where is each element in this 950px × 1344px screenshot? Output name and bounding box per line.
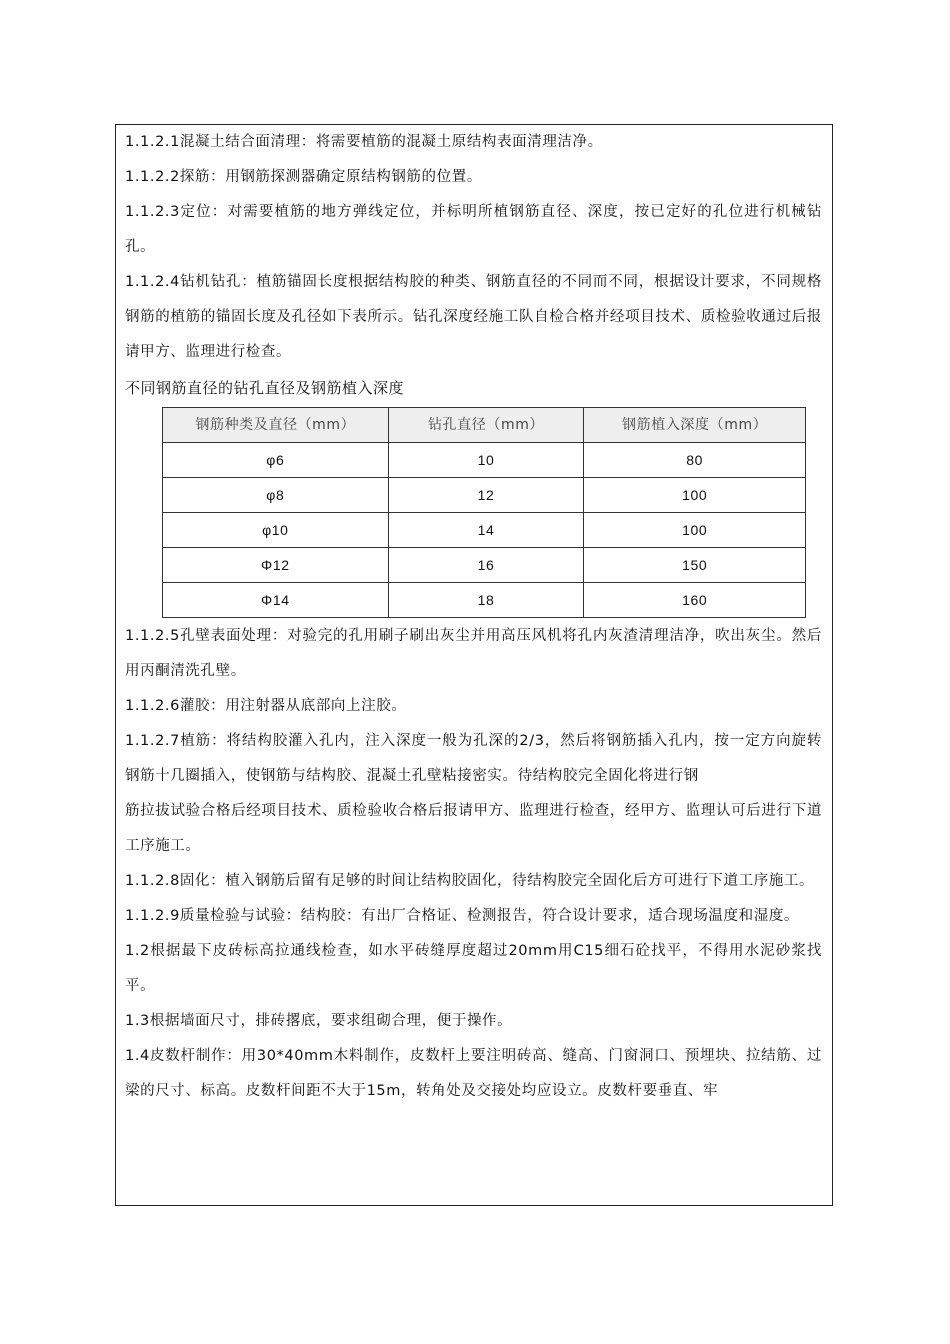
cell-hole-diameter: 10 xyxy=(388,443,584,478)
cell-embed-depth: 80 xyxy=(584,443,806,478)
paragraph-1-1-2-9: 1.1.2.9质量检验与试验：结构胶：有出厂合格证、检测报告，符合设计要求，适合现场温度和湿度。 xyxy=(125,908,800,924)
cell-hole-diameter: 16 xyxy=(388,548,584,583)
table-row xyxy=(163,443,806,478)
paragraph-1-1-2-6: 1.1.2.6灌胶：用注射器从底部向上注胶。 xyxy=(125,698,407,714)
paragraph-1-1-2-7: 1.1.2.7植筋：将结构胶灌入孔内，注入深度一般为孔深的2/3，然后将钢筋插入孔内，按一定方向旋转钢筋十几圈插入，使钢筋与结构胶、混凝土孔壁粘接密实。待结构胶完全固化将进行钢 xyxy=(125,733,822,784)
paragraph-1-1-2-4: 1.1.2.4钻机钻孔：植筋锚固长度根据结构胶的种类、钢筋直径的不同而不同，根据设计要求，不同规格钢筋的植筋的锚固长度及孔径如下表所示。钻孔深度经施工队自检合格并经项目技术、质检验收通过后报请甲方、监理进行检查。 xyxy=(125,274,822,360)
document-frame xyxy=(115,124,833,1206)
table-row xyxy=(163,478,806,513)
table-row xyxy=(163,513,806,548)
paragraph-1-4: 1.4皮数杆制作：用30*40mm木料制作，皮数杆上要注明砖高、缝高、门窗洞口、预埋块、拉结筋、过梁的尺寸、标高。皮数杆间距不大于15m，转角处及交接处均应设立。皮数杆要垂直、牢 xyxy=(125,1048,822,1099)
cell-rebar-type: φ6 xyxy=(163,443,389,478)
table-header-row xyxy=(163,408,806,443)
paragraph-1-3: 1.3根据墙面尺寸，排砖撂底，要求组砌合理，便于操作。 xyxy=(125,1013,513,1029)
paragraph-1-1-2-2: 1.1.2.2探筋：用钢筋探测器确定原结构钢筋的位置。 xyxy=(125,169,482,185)
rebar-depth-table xyxy=(162,407,806,618)
paragraph-1-1-2-5: 1.1.2.5孔壁表面处理：对验完的孔用刷子刷出灰尘并用高压风机将孔内灰渣清理洁净，吹出灰尘。然后用丙酮清洗孔壁。 xyxy=(125,628,822,679)
cell-rebar-type: φ8 xyxy=(163,478,389,513)
paragraph-1-2: 1.2根据最下皮砖标高拉通线检查，如水平砖缝厚度超过20mm用C15细石砼找平，不得用水泥砂浆找平。 xyxy=(125,943,822,994)
table-caption: 不同钢筋直径的钻孔直径及钢筋植入深度 xyxy=(125,379,405,397)
column-header-embed-depth: 钢筋植入深度（mm） xyxy=(584,408,806,443)
paragraph-1-1-2-7-continued: 筋拉拔试验合格后经项目技术、质检验收合格后报请甲方、监理进行检查，经甲方、监理认可后进行下道工序施工。 xyxy=(125,803,822,854)
cell-rebar-type: Φ14 xyxy=(163,583,389,618)
cell-hole-diameter: 12 xyxy=(388,478,584,513)
cell-embed-depth: 150 xyxy=(584,548,806,583)
paragraph-1-1-2-1: 1.1.2.1混凝土结合面清理：将需要植筋的混凝土原结构表面清理洁净。 xyxy=(125,134,603,150)
paragraph-1-1-2-8: 1.1.2.8固化：植入钢筋后留有足够的时间让结构胶固化，待结构胶完全固化后方可进行下道工序施工。 xyxy=(125,873,815,889)
column-header-rebar-type: 钢筋种类及直径（mm） xyxy=(163,408,389,443)
cell-embed-depth: 100 xyxy=(584,513,806,548)
document-body xyxy=(116,125,832,1109)
table-row xyxy=(163,548,806,583)
cell-rebar-type: Φ12 xyxy=(163,548,389,583)
column-header-hole-diameter: 钻孔直径（mm） xyxy=(388,408,584,443)
paragraph-1-1-2-3: 1.1.2.3定位：对需要植筋的地方弹线定位，并标明所植钢筋直径、深度，按已定好的孔位进行机械钻孔。 xyxy=(125,204,822,255)
cell-embed-depth: 100 xyxy=(584,478,806,513)
cell-hole-diameter: 18 xyxy=(388,583,584,618)
cell-embed-depth: 160 xyxy=(584,583,806,618)
cell-rebar-type: φ10 xyxy=(163,513,389,548)
cell-hole-diameter: 14 xyxy=(388,513,584,548)
table-row xyxy=(163,583,806,618)
